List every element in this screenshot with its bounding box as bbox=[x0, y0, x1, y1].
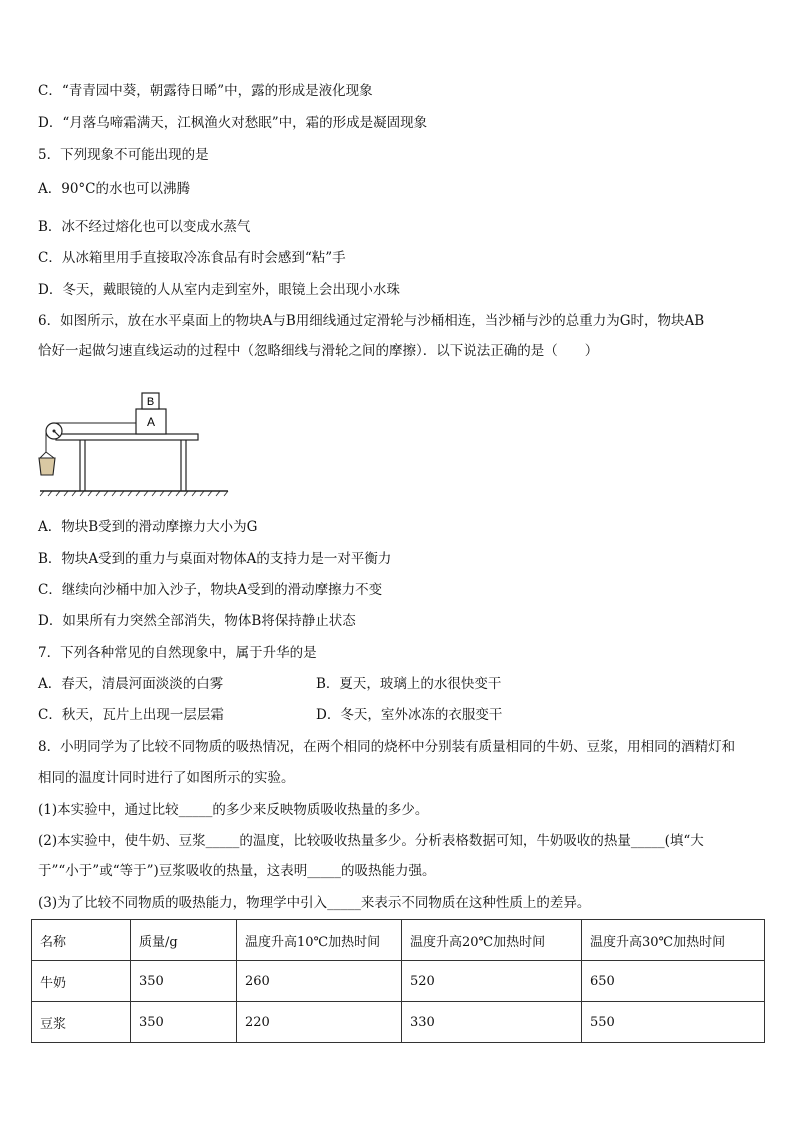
table-cell: 350 bbox=[131, 961, 237, 1002]
block-a-label: A bbox=[146, 415, 156, 429]
heating-data-table bbox=[31, 919, 765, 1043]
q8-stem-line1: 8．小明同学为了比较不同物质的吸热情况，在两个相同的烧杯中分别装有质量相同的牛奶、豆浆，用相同的酒精灯和 bbox=[38, 739, 736, 755]
q8-part1: (1)本实验中，通过比较_____的多少来反映物质吸收热量的多少。 bbox=[38, 802, 429, 818]
q8-part2-line1: (2)本实验中，使牛奶、豆浆_____的温度，比较吸收热量多少。分析表格数据可知，牛奶吸收的热量_____(填“大 bbox=[38, 833, 704, 849]
q7-option-b: B．夏天，玻璃上的水很快变干 bbox=[316, 676, 502, 692]
q8-part3: (3)为了比较不同物质的吸热能力，物理学中引入_____来表示不同物质在这种性质上的差异。 bbox=[38, 895, 591, 911]
table-header-cell: 名称 bbox=[32, 920, 131, 961]
table-cell: 220 bbox=[237, 1002, 402, 1043]
q8-stem-line2: 相同的温度计同时进行了如图所示的实验。 bbox=[38, 770, 295, 786]
table-row bbox=[32, 961, 765, 1002]
table-cell: 330 bbox=[402, 1002, 582, 1043]
q5-option-b: B．冰不经过熔化也可以变成水蒸气 bbox=[38, 219, 251, 235]
bucket-handle-right bbox=[46, 452, 54, 458]
q5-stem: 5．下列现象不可能出现的是 bbox=[38, 147, 209, 163]
table-cell: 350 bbox=[131, 1002, 237, 1043]
q6-stem-line1: 6．如图所示，放在水平桌面上的物块A与B用细线通过定滑轮与沙桶相连，当沙桶与沙的总重力为G时，物块AB bbox=[38, 313, 705, 329]
table-cell: 550 bbox=[582, 1002, 765, 1043]
bucket-handle-left bbox=[40, 452, 46, 458]
q6-option-b: B．物块A受到的重力与桌面对物体A的支持力是一对平衡力 bbox=[38, 551, 392, 567]
q5-option-c: C．从冰箱里用手直接取冷冻食品有时会感到“粘”手 bbox=[38, 250, 346, 266]
q7-stem: 7．下列各种常见的自然现象中，属于升华的是 bbox=[38, 645, 317, 661]
q6-option-d: D．如果所有力突然全部消失，物体B将保持静止状态 bbox=[38, 613, 356, 629]
table-header-cell: 温度升高10℃加热时间 bbox=[237, 920, 402, 961]
table-row bbox=[32, 1002, 765, 1043]
table-cell: 260 bbox=[237, 961, 402, 1002]
q5-option-a: A．90°C的水也可以沸腾 bbox=[38, 181, 191, 197]
table-header-cell: 质量/g bbox=[131, 920, 237, 961]
q7-option-a: A．春天，清晨河面淡淡的白雾 bbox=[38, 676, 224, 692]
table-cell: 650 bbox=[582, 961, 765, 1002]
q4-option-c: C．“青青园中葵，朝露待日晞”中，露的形成是液化现象 bbox=[38, 83, 373, 99]
block-b-label: B bbox=[146, 396, 155, 408]
pulley-diagram-svg bbox=[36, 388, 236, 498]
q6-stem-line2: 恰好一起做匀速直线运动的过程中（忽略细线与滑轮之间的摩擦）．以下说法正确的是（ ） bbox=[38, 343, 599, 359]
q7-option-c: C．秋天，瓦片上出现一层层霜 bbox=[38, 707, 224, 723]
q8-part2-line2: 于”“小于”或“等于”)豆浆吸收的热量，这表明_____的吸热能力强。 bbox=[38, 863, 436, 879]
q6-option-a: A．物块B受到的滑动摩擦力大小为G bbox=[38, 519, 258, 535]
table-cell: 520 bbox=[402, 961, 582, 1002]
table-top bbox=[56, 434, 198, 440]
pulley-diagram bbox=[36, 388, 236, 498]
table-cell: 牛奶 bbox=[32, 961, 131, 1002]
table-header-cell: 温度升高20℃加热时间 bbox=[402, 920, 582, 961]
q5-option-d: D．冬天，戴眼镜的人从室内走到室外，眼镜上会出现小水珠 bbox=[38, 282, 400, 298]
q6-option-c: C．继续向沙桶中加入沙子，物块A受到的滑动摩擦力不变 bbox=[38, 582, 383, 598]
q4-option-d: D．“月落乌啼霜满天，江枫渔火对愁眠”中，霜的形成是凝固现象 bbox=[38, 115, 428, 131]
q7-option-d: D．冬天，室外冰冻的衣服变干 bbox=[316, 707, 503, 723]
table-cell: 豆浆 bbox=[32, 1002, 131, 1043]
table-header-cell: 温度升高30℃加热时间 bbox=[582, 920, 765, 961]
table-header-row bbox=[32, 920, 765, 961]
sand-bucket bbox=[39, 458, 55, 475]
